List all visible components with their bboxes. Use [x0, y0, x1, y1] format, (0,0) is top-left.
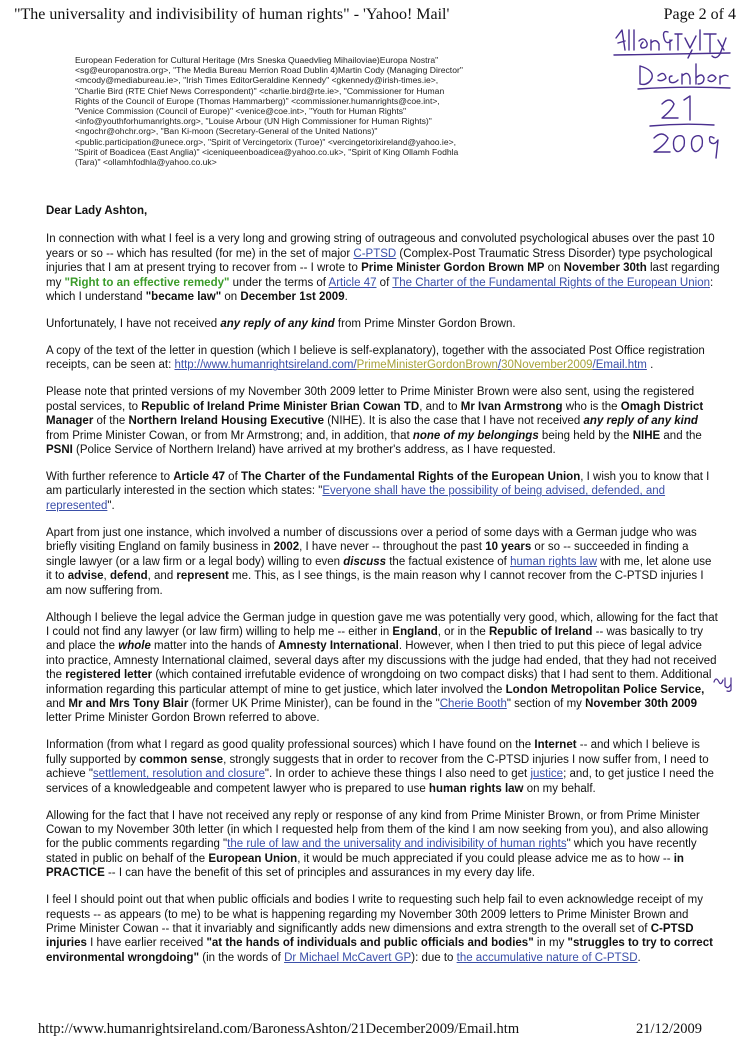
emphasis-text: "Right to an effective remedy" [64, 276, 230, 289]
emphasis-text: November 30th 2009 [585, 697, 697, 710]
text-run: , and [147, 570, 177, 583]
emphasis-text: November 30th [563, 262, 647, 275]
text-run: ". [107, 499, 115, 512]
letter-paragraph [46, 809, 720, 881]
text-run: ; and, to get justice I need the services of a knowledgeable and competent lawyer who is prepared to use [46, 768, 714, 795]
text-run: -- and which I believe is fully supported by [46, 739, 700, 766]
text-run: ". In order to achieve these things I also need to get [264, 768, 531, 781]
text-run: , and to [419, 400, 461, 413]
text-run: I have earlier received [86, 937, 207, 950]
recipient-line: <sg@europanostra.org>, "The Media Bureau Merrion Road Dublin 4)Martin Cody (Managing Director" [75, 65, 463, 76]
text-run: ): due to [411, 951, 457, 964]
recipient-line: (Tara)" <ollamhfodhla@yahoo.co.uk> [75, 157, 217, 168]
text-run: Allowing for the fact that I have not received any reply or response of any kind from Prime Minister Brown, or from Prime Minister Cowan to my November 30th letter (in which I requested help from them of the kind I am now seeking from you), and also allowing for the public comments regarding " [46, 809, 709, 851]
text-run: being held by the [538, 429, 633, 442]
hyperlink[interactable]: PrimeMinisterGordonBrown [356, 359, 498, 372]
text-run: or so -- succeeded in finding a single lawyer (or a law firm or a legal body) willing to even [46, 541, 689, 568]
emphasis-text: discuss [343, 555, 387, 568]
text-run: from Prime Minster Gordon Brown. [334, 318, 516, 331]
recipient-line: Rights of the Council of Europe (Thomas Hammarberg)" <commissioner.humanrights@coe.int>, [75, 95, 440, 106]
recipient-line: European Federation for Cultural Heritage (Mrs Sneska Quaedvlieg Mihailoviae)Europa Nostra" [75, 55, 439, 65]
emphasis-text: "became law" [145, 291, 222, 304]
text-run: matter into the hands of [150, 640, 279, 653]
emphasis-text: whole [118, 640, 151, 653]
text-run: , strongly suggests that in order to recover from the C-PTSD injuries I now suffer from, I need to achieve " [46, 753, 709, 781]
recipient-line: "Spirit of Boadicea (East Anglia)" <iceniqueenboadicea@yahoo.co.uk>, "Spirit of King Ollamh Fodhla [75, 146, 459, 157]
emphasis-text: C-PTSD injuries [46, 923, 694, 950]
text-run: (Complex-Post Traumatic Stress Disorder) type psychological injuries that I am at present trying to recover from -- I wrote to [46, 247, 713, 275]
hyperlink[interactable]: the accumulative nature of C-PTSD [456, 951, 638, 964]
emphasis-text: European Union [208, 852, 298, 865]
emphasis-text: any reply of any kind [220, 318, 335, 331]
text-run: " which you have recently stated in public on behalf of the [46, 838, 697, 865]
emphasis-text: 10 years [485, 541, 532, 554]
handwritten-signature-date [612, 26, 738, 166]
text-run: (Police Service of Northern Ireland) have arrived at my brother's address, as I have requested. [72, 444, 556, 457]
handwritten-margin-mark [712, 672, 736, 692]
emphasis-text: December 1st 2009 [240, 291, 345, 304]
text-run: I feel I should point out that when public officials and bodies I write to requesting such help fail to even acknowledge receipt of my requests -- as appears (to me) to be what is happening regarding my November 30th 2009 letters to Prime Minister Brown and Prime Minister Cowan -- that it invariably and significantly adds new dimensions and extra strength to the overall set of [46, 894, 703, 935]
footer-url[interactable]: http://www.humanrightsireland.com/BaronessAshton/21December2009/Email.htm [38, 1021, 520, 1037]
hyperlink[interactable]: / [497, 359, 502, 372]
emphasis-text: "struggles to try to correct environmental wrongdoing" [46, 937, 713, 964]
text-run: (former UK Prime Minister), can be found in the " [188, 697, 440, 710]
text-run: on [544, 262, 564, 275]
emphasis-text: none of my belongings [412, 429, 539, 442]
letter-paragraph [46, 344, 720, 373]
text-run: on [221, 291, 241, 304]
emphasis-text: Mr Ivan Armstrong [460, 400, 563, 413]
text-run: with me, let alone use it to [46, 555, 712, 583]
hyperlink[interactable]: 30November2009 [501, 359, 593, 372]
letter-paragraph [46, 385, 720, 457]
document-title: "The universality and indivisibility of human rights" - 'Yahoo! Mail' [14, 6, 450, 23]
emphasis-text: in PRACTICE [46, 852, 684, 880]
text-run: of the [93, 415, 129, 428]
text-run: Unfortunately, I have not received [46, 318, 221, 331]
text-run: Apart from just one instance, which involved a number of discussions over a period of some days with a German judge who was briefly visiting England on family business in [46, 526, 697, 554]
emphasis-text: "at the hands of individuals and public officials and bodies" [206, 937, 534, 950]
text-run: from Prime Minister Cowan, or from Mr Armstrong; and, in addition, that [46, 429, 413, 442]
text-run: under the terms of [229, 276, 329, 289]
recipient-line: <info@youthforhumanrights.org>, "Louise Arbour (UN High Commissioner for Human Rights)" [75, 116, 432, 127]
letter-paragraph [46, 611, 720, 726]
recipient-line: <ngochr@ohchr.org>, "Ban Ki-moon (Secretary-General of the United Nations)" [75, 126, 378, 137]
text-run: Please note that printed versions of my November 30th 2009 letter to Prime Minister Brown were also sent, using the registered postal services, to [46, 386, 695, 413]
letter-paragraph [46, 738, 720, 796]
text-run: and [46, 697, 69, 710]
hyperlink[interactable]: C-PTSD [353, 247, 397, 260]
hyperlink[interactable]: Cherie Booth [439, 697, 507, 710]
footer-date: 21/12/2009 [635, 1021, 702, 1037]
text-run: . [646, 359, 654, 372]
text-run: Information (from what I regard as good quality professional sources) which I have found on the [46, 739, 535, 752]
text-run: letter Prime Minister Gordon Brown referred to above. [46, 712, 320, 725]
emphasis-text: London Metropolitan Police Service, [505, 683, 705, 696]
text-run: Although I believe the legal advice the German judge in question gave me was potentially very good, which, allowing for the fact that I could not find any lawyer (or law firm) willing to help me -- either in [46, 611, 718, 638]
emphasis-text: Northern Ireland Housing Executive [128, 415, 325, 428]
text-run: . [344, 291, 348, 304]
page-number: Page 2 of 4 [663, 6, 736, 23]
text-run: , I wish you to know that I am particularly interested in the section which states: " [46, 471, 710, 498]
text-run: . [637, 951, 641, 964]
text-run: and the [660, 429, 702, 442]
hyperlink[interactable]: the rule of law and the universality and indivisibility of human rights [227, 838, 567, 851]
emphasis-text: Amnesty International [278, 640, 399, 653]
emphasis-text: Internet [534, 739, 577, 752]
text-run: , [103, 570, 110, 583]
text-run: of [224, 471, 241, 484]
letter-paragraph [46, 526, 720, 598]
letter-paragraph [46, 470, 720, 513]
text-run: , it would be much appreciated if you could please advice me as to how -- [297, 852, 674, 865]
emphasis-text: any reply of any kind [583, 415, 698, 428]
emphasis-text: Prime Minister Gordon Brown MP [361, 262, 545, 275]
emphasis-text: defend [109, 570, 148, 583]
text-run: (which contained irrefutable evidence of wrongdoing on two compact disks) that I had sent to them. Additional information regarding this particular attempt of mine to get justice, which later involved the [46, 669, 712, 696]
text-run: , or in the [437, 625, 489, 638]
hyperlink[interactable]: settlement, resolution and closure [92, 768, 265, 781]
emphasis-text: Article 47 [173, 471, 225, 484]
letter-paragraph [46, 317, 720, 331]
letter-body [46, 204, 720, 978]
text-run: (NIHE). It is also the case that I have not received [324, 415, 584, 428]
text-run: of [376, 276, 393, 289]
emphasis-text: represent [176, 570, 229, 583]
recipient-list [75, 55, 595, 167]
hyperlink[interactable]: Article 47 [328, 276, 377, 289]
emphasis-text: Republic of Ireland [488, 625, 593, 638]
text-run: on my behalf. [523, 782, 596, 795]
hyperlink[interactable]: Dr Michael McCavert GP [284, 951, 412, 964]
text-run: -- I can have the benefit of this set of principles and assurances in my every day life. [104, 867, 535, 880]
hyperlink[interactable]: The Charter of the Fundamental Rights of the European Union [392, 276, 710, 289]
hyperlink[interactable]: Everyone shall have the possibility of being advised, defended, and represented [46, 485, 666, 512]
emphasis-text: PSNI [46, 444, 73, 457]
emphasis-text: NIHE [632, 429, 661, 442]
text-run: , I have never -- throughout the past [299, 541, 486, 554]
text-run: . However, when I then tried to put this piece of legal advice into practice, Amnesty International claimed, several days after my discussions with the judge had ended, that they had not received the [46, 640, 717, 682]
emphasis-text: England [392, 625, 438, 638]
recipient-line: <public.participation@unece.org>, "Spirit of Vercingetorix (Turoe)" <vercingetorixireland@yahoo.ie>, [75, 136, 457, 147]
emphasis-text: human rights law [428, 782, 524, 795]
emphasis-text: common sense [139, 753, 224, 766]
emphasis-text: Mr and Mrs Tony Blair [68, 697, 189, 710]
emphasis-text: Republic of Ireland Prime Minister Brian Cowan TD [141, 400, 420, 413]
emphasis-text: 2002 [273, 541, 300, 554]
text-run: -- was basically to try and place the [46, 625, 704, 653]
emphasis-text: Omagh District Manager [46, 400, 704, 428]
letter-paragraph [46, 232, 720, 304]
text-run: A copy of the text of the letter in question (which I believe is self-explanatory), together with the associated Post Office registration receipts, can be seen at: [46, 345, 705, 372]
emphasis-text: registered letter [65, 669, 153, 682]
hyperlink[interactable]: justice [530, 768, 564, 781]
letter-paragraphs [46, 232, 720, 965]
recipient-line: "Venice Commission (Council of Europe)" <venice@coe.int>, "Youth for Human Rights" [75, 106, 407, 117]
text-run: With further reference to [46, 471, 174, 484]
recipient-line: <mcody@mediabureau.ie>, "Irish Times EditorGeraldine Kennedy" <gkennedy@irish-times.ie>, [75, 75, 439, 86]
text-run: (in the words of [199, 951, 285, 964]
emphasis-text: advise [67, 570, 104, 583]
salutation: Dear Lady Ashton, [46, 205, 148, 217]
hyperlink[interactable]: http://www.humanrightsireland.com/ [174, 359, 357, 372]
text-run: who is the [562, 400, 621, 413]
text-run: the factual existence of [386, 555, 511, 568]
letter-paragraph [46, 893, 720, 965]
text-run: in my [533, 937, 568, 950]
text-run: me. This, as I see things, is the main reason why I cannot recover from the C-PTSD injuries I am now suffering from. [46, 570, 704, 597]
hyperlink[interactable]: /Email.htm [592, 359, 647, 372]
emphasis-text: The Charter of the Fundamental Rights of the European Union [240, 471, 581, 484]
recipient-line: "Charlie Bird (RTE Chief News Correspondent)" <charlie.bird@rte.ie>, "Commissioner for Human [75, 85, 445, 96]
hyperlink[interactable]: human rights law [510, 555, 598, 568]
text-run: " section of my [506, 697, 586, 710]
text-run: last regarding my [46, 262, 720, 289]
text-run: In connection with what I feel is a very long and growing string of outrageous and convoluted psychological abuses over the past 10 years or so -- which has resulted (for me) in the set of major [46, 233, 715, 260]
text-run: : which I understand [46, 276, 714, 304]
